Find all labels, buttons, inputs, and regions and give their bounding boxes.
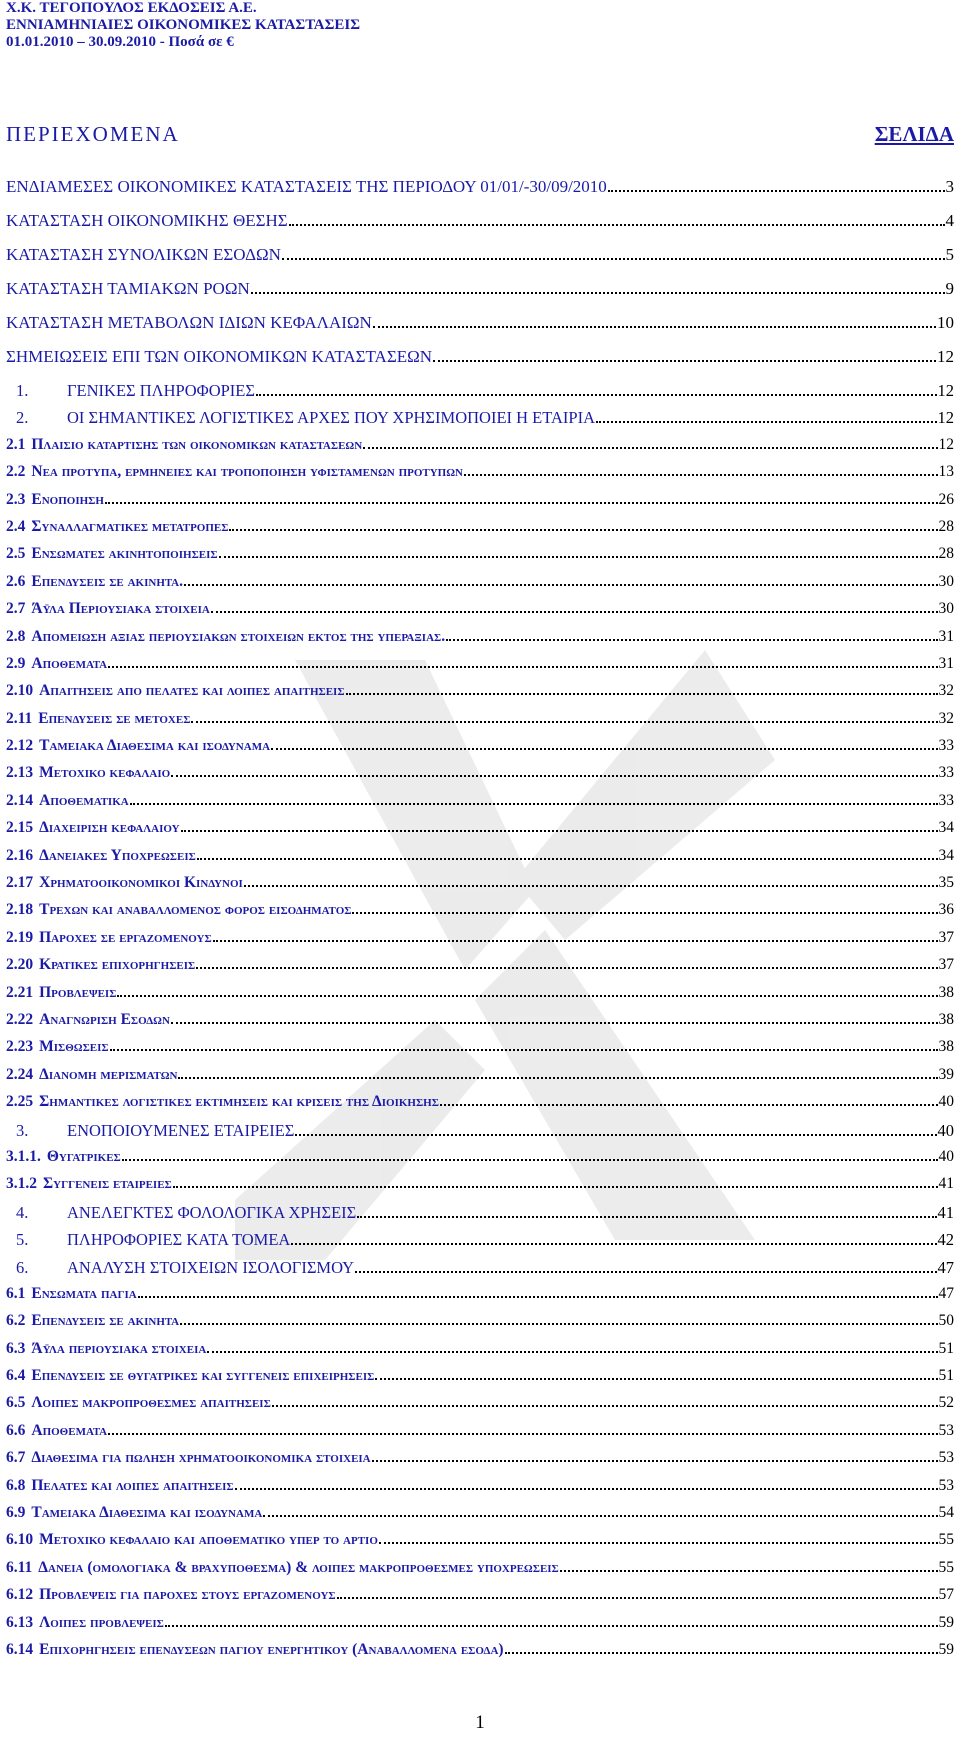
toc-entry-page: 28 bbox=[938, 545, 954, 563]
toc-entry[interactable] bbox=[6, 737, 954, 764]
toc-entry-number: 2.13 bbox=[6, 764, 34, 782]
toc-entry-page: 3 bbox=[945, 177, 954, 196]
toc-entry-title: Λοιπες προβλεψεις bbox=[39, 1613, 164, 1631]
table-of-contents bbox=[6, 177, 954, 1668]
toc-entry[interactable] bbox=[6, 710, 954, 737]
toc-entry-title: Δανεια (ομολογιακα & βραχυποθεσμα) & λοιπες μακροπροθεσμες υποχρεωσεις bbox=[38, 1558, 559, 1576]
toc-entry-page: 41 bbox=[937, 1202, 954, 1222]
toc-entry-number: 2.3 bbox=[6, 490, 26, 508]
toc-entry-title: ΕΝΔΙΑΜΕΣΕΣ ΟΙΚΟΝΟΜΙΚΕΣ ΚΑΤΑΣΤΑΣΕΙΣ ΤΗΣ ΠΕΡΙΟΔΟΥ 01/01/-30/09/2010 bbox=[6, 177, 607, 196]
toc-entry-number: 6.11 bbox=[6, 1558, 33, 1576]
dot-leader bbox=[213, 940, 938, 942]
toc-entry-page: 55 bbox=[938, 1531, 954, 1549]
toc-entry[interactable] bbox=[6, 177, 954, 211]
toc-entry-number: 3.1.2 bbox=[6, 1175, 37, 1193]
toc-entry-number: 2.23 bbox=[6, 1038, 34, 1056]
toc-entry-number: 2.22 bbox=[6, 1010, 34, 1028]
toc-entry[interactable] bbox=[6, 1121, 954, 1148]
dot-leader bbox=[271, 748, 937, 750]
toc-entry-page: 54 bbox=[938, 1504, 954, 1522]
toc-entry-title: ΕΝΟΠΟΙΟΥΜΕΝΕΣ ΕΤΑΙΡΕΙΕΣ bbox=[67, 1120, 295, 1140]
dot-leader bbox=[130, 803, 938, 805]
dot-leader bbox=[191, 721, 937, 723]
toc-entry-page: 50 bbox=[938, 1312, 954, 1330]
toc-entry[interactable] bbox=[6, 1586, 954, 1613]
toc-title: ΠΕΡΙΕΧΟΜΕΝΑ bbox=[6, 122, 180, 146]
toc-entry[interactable] bbox=[6, 573, 954, 600]
toc-entry-title: Παροχες σε εργαζομενους bbox=[39, 928, 212, 946]
toc-entry-page: 34 bbox=[938, 846, 954, 864]
toc-entry-page: 40 bbox=[937, 1120, 954, 1140]
toc-entry-page: 12 bbox=[937, 347, 954, 366]
toc-entry-number: 2.17 bbox=[6, 874, 34, 892]
toc-entry-title: ΟΙ ΣΗΜΑΝΤΙΚΕΣ ΛΟΓΙΣΤΙΚΕΣ ΑΡΧΕΣ ΠΟΥ ΧΡΗΣΙΜΟΠΟΙΕΙ Η ΕΤΑΙΡΙΑ bbox=[67, 408, 596, 428]
toc-entry[interactable] bbox=[6, 1011, 954, 1038]
toc-entry-title: ΚΑΤΑΣΤΑΣΗ ΜΕΤΑΒΟΛΩΝ ΙΔΙΩΝ ΚΕΦΑΛΑΙΩΝ bbox=[6, 313, 372, 332]
toc-entry[interactable] bbox=[6, 1614, 954, 1641]
toc-entry-title: Συναλλαγματικες μετατροπες bbox=[31, 517, 229, 535]
dot-leader bbox=[346, 693, 938, 695]
toc-entry-number: 3. bbox=[16, 1120, 29, 1140]
toc-entry-title: Επιχορηγησεις επενδυσεων παγιου ενεργητικου (Αναβαλλομενα εσοδα) bbox=[39, 1640, 504, 1658]
dot-leader bbox=[165, 1625, 938, 1627]
toc-entry-number: 2.21 bbox=[6, 983, 34, 1001]
company-name: Χ.Κ. ΤΕΓΟΠΟΥΛΟΣ ΕΚΔΟΣΕΙΣ Α.Ε. bbox=[6, 0, 257, 16]
dot-leader bbox=[372, 1460, 938, 1462]
toc-entry[interactable] bbox=[6, 600, 954, 627]
toc-entry[interactable] bbox=[6, 628, 954, 655]
toc-entry-title: Διαθεσιμα για πωληση χρηματοοικονομικα στοιχεια bbox=[31, 1449, 371, 1467]
dot-leader bbox=[181, 830, 938, 832]
dot-leader bbox=[596, 421, 936, 423]
toc-entry[interactable] bbox=[6, 1230, 954, 1257]
dot-leader bbox=[196, 967, 937, 969]
toc-entry-page: 47 bbox=[938, 1284, 954, 1302]
toc-entry-page: 33 bbox=[938, 791, 954, 809]
toc-entry[interactable] bbox=[6, 313, 954, 347]
toc-entry-number: 6.12 bbox=[6, 1586, 34, 1604]
dot-leader bbox=[235, 1488, 938, 1490]
dot-leader bbox=[505, 1652, 938, 1654]
toc-entry-number: 6.10 bbox=[6, 1531, 34, 1549]
toc-entry-page: 30 bbox=[938, 572, 954, 590]
toc-entry-title: Λοιπες μακροπροθεσμες απαιτησεις bbox=[31, 1394, 271, 1412]
toc-entry-number: 2.15 bbox=[6, 819, 34, 837]
toc-entry-number: 6.1 bbox=[6, 1284, 26, 1302]
toc-entry[interactable] bbox=[6, 792, 954, 819]
toc-entry-title: Συγγενεις εταιρειες bbox=[43, 1175, 172, 1193]
toc-entry-page: 5 bbox=[945, 245, 954, 264]
toc-entry-page: 28 bbox=[938, 517, 954, 535]
toc-entry-number: 6.2 bbox=[6, 1312, 26, 1330]
toc-entry-number: 2.10 bbox=[6, 682, 34, 700]
toc-entry-number: 4. bbox=[16, 1202, 29, 1222]
toc-entry[interactable] bbox=[6, 984, 954, 1011]
toc-entry-page: 9 bbox=[945, 279, 954, 298]
toc-entry-number: 2.5 bbox=[6, 545, 26, 563]
dot-leader bbox=[244, 885, 938, 887]
toc-entry[interactable] bbox=[6, 1148, 954, 1175]
dot-leader bbox=[357, 1216, 936, 1218]
toc-entry[interactable] bbox=[6, 1449, 954, 1476]
toc-entry-number: 2.14 bbox=[6, 791, 34, 809]
toc-entry[interactable] bbox=[6, 545, 954, 572]
toc-entry-page: 52 bbox=[938, 1394, 954, 1412]
toc-entry-title: Μετοχικο κεφαλαιο bbox=[39, 764, 171, 782]
toc-entry-number: 6.9 bbox=[6, 1504, 26, 1522]
toc-entry-number: 6.7 bbox=[6, 1449, 26, 1467]
toc-entry[interactable] bbox=[6, 1559, 954, 1586]
toc-entry-page: 33 bbox=[938, 764, 954, 782]
toc-entry-page: 41 bbox=[938, 1175, 954, 1193]
toc-entry[interactable] bbox=[6, 1394, 954, 1421]
toc-entry-title: ΚΑΤΑΣΤΑΣΗ ΟΙΚΟΝΟΜΙΚΗΣ ΘΕΣΗΣ bbox=[6, 211, 288, 230]
dot-leader bbox=[184, 584, 938, 586]
page-number: 1 bbox=[475, 1712, 485, 1733]
toc-entry-title: Διανομη μερισματων bbox=[39, 1065, 178, 1083]
toc-entry[interactable] bbox=[6, 1093, 954, 1120]
toc-entry[interactable] bbox=[6, 682, 954, 709]
dot-leader bbox=[171, 775, 937, 777]
dot-leader bbox=[355, 1271, 936, 1273]
toc-entry-title: Τρεχων και αναβαλλομενος φορος εισοδηματος bbox=[39, 901, 352, 919]
toc-entry-number: 5. bbox=[16, 1230, 29, 1250]
dot-leader bbox=[464, 474, 938, 476]
toc-entry-page: 51 bbox=[938, 1339, 954, 1357]
toc-entry-page: 53 bbox=[938, 1421, 954, 1439]
toc-entry[interactable] bbox=[6, 347, 954, 381]
dot-leader bbox=[173, 1186, 938, 1188]
toc-entry-page: 51 bbox=[938, 1367, 954, 1385]
dot-leader bbox=[251, 292, 945, 294]
toc-entry-number: 2.16 bbox=[6, 846, 34, 864]
toc-entry-title: Δανειακες Υποχρεωσεις bbox=[39, 846, 196, 864]
toc-entry[interactable] bbox=[6, 491, 954, 518]
toc-entry-title: Ενσωματες ακινητοποιησεις bbox=[31, 545, 218, 563]
dot-leader bbox=[197, 858, 938, 860]
toc-entry-title: Ταμειακα Διαθεσιμα και ισοδυναμα bbox=[31, 1504, 263, 1522]
toc-entry-title: Νεα προτυπα, ερμηνειες και τροποποιηση υφισταμενων προτυπων bbox=[31, 463, 463, 481]
toc-entry-number: 6.6 bbox=[6, 1421, 26, 1439]
toc-entry-title: Μετοχικο κεφαλαιο και αποθεματικο υπερ το αρτιο bbox=[39, 1531, 378, 1549]
toc-entry[interactable] bbox=[6, 764, 954, 791]
toc-entry-title: ΓΕΝΙΚΕΣ ΠΛΗΡΟΦΟΡΙΕΣ bbox=[67, 381, 255, 400]
toc-entry[interactable] bbox=[6, 1312, 954, 1339]
dot-leader bbox=[446, 639, 937, 641]
toc-entry[interactable] bbox=[6, 1504, 954, 1531]
toc-entry-page: 32 bbox=[938, 682, 954, 700]
toc-entry-number: 6.14 bbox=[6, 1640, 34, 1658]
toc-entry-title: ΣΗΜΕΙΩΣΕΙΣ ΕΠΙ ΤΩΝ ΟΙΚΟΝΟΜΙΚΩΝ ΚΑΤΑΣΤΑΣΕΩΝ bbox=[6, 347, 433, 366]
dot-leader bbox=[282, 258, 945, 260]
toc-entry-page: 55 bbox=[938, 1558, 954, 1576]
toc-entry-title: Χρηματοοικονομικοι Κινδυνοι bbox=[39, 874, 243, 892]
toc-entry-page: 53 bbox=[938, 1449, 954, 1467]
dot-leader bbox=[560, 1570, 938, 1572]
toc-entry-page: 12 bbox=[937, 381, 954, 400]
toc-entry-page: 40 bbox=[938, 1093, 954, 1111]
toc-entry-page: 35 bbox=[938, 874, 954, 892]
toc-entry-title: Απαιτησεις απο πελατες και λοιπες απαιτησεις bbox=[39, 682, 345, 700]
toc-entry-title: Θυγατρικες bbox=[46, 1147, 121, 1165]
toc-entry-number: 2.4 bbox=[6, 517, 26, 535]
toc-entry[interactable] bbox=[6, 1477, 954, 1504]
toc-entry[interactable] bbox=[6, 956, 954, 983]
document-header bbox=[6, 0, 360, 51]
toc-entry-title: ΠΛΗΡΟΦΟΡΙΕΣ ΚΑΤΑ ΤΟΜΕΑ bbox=[67, 1230, 291, 1250]
dot-leader bbox=[105, 502, 938, 504]
toc-entry-page: 36 bbox=[938, 901, 954, 919]
toc-entry-page: 59 bbox=[938, 1640, 954, 1658]
dot-leader bbox=[272, 1405, 938, 1407]
toc-entry-title: Πλαισιο καταρτισης των οικονομικων καταστασεων bbox=[31, 435, 363, 453]
dot-leader bbox=[373, 326, 936, 328]
toc-entry-page: 33 bbox=[938, 737, 954, 755]
toc-entry-number: 2. bbox=[16, 408, 29, 428]
toc-entry-title: Απομειωση αξιας περιουσιακων στοιχειων εκτος της υπεραξιας. bbox=[31, 627, 446, 645]
toc-entry[interactable] bbox=[6, 381, 954, 408]
toc-entry-number: 2.20 bbox=[6, 956, 34, 974]
toc-entry[interactable] bbox=[6, 1175, 954, 1202]
toc-entry[interactable] bbox=[6, 279, 954, 313]
toc-entry-page: 38 bbox=[938, 1038, 954, 1056]
toc-entry-title: Επενδυσεις σε θυγατρικες και συγγενεις επιχειρησεις bbox=[31, 1367, 375, 1385]
toc-entry-number: 2.12 bbox=[6, 737, 34, 755]
toc-entry-page: 4 bbox=[945, 211, 954, 230]
dot-leader bbox=[229, 529, 937, 531]
toc-entry[interactable] bbox=[6, 1203, 954, 1230]
toc-entry[interactable] bbox=[6, 1038, 954, 1065]
dot-leader bbox=[219, 556, 938, 558]
toc-entry[interactable] bbox=[6, 655, 954, 682]
toc-entry-number: 2.18 bbox=[6, 901, 34, 919]
dot-leader bbox=[379, 1542, 938, 1544]
toc-entry-title: Κρατικες επιχορηγησεις bbox=[39, 956, 196, 974]
toc-entry-title: Αποθεματα bbox=[31, 1421, 108, 1439]
toc-entry[interactable] bbox=[6, 819, 954, 846]
toc-entry-number: 2.6 bbox=[6, 572, 26, 590]
toc-entry-page: 57 bbox=[938, 1586, 954, 1604]
toc-entry[interactable] bbox=[6, 1258, 954, 1285]
dot-leader bbox=[256, 394, 937, 396]
toc-entry-title: Άϋλα περιουσιακα στοιχεια bbox=[31, 1339, 207, 1357]
toc-entry-page: 40 bbox=[938, 1147, 954, 1165]
toc-entry-number: 1. bbox=[16, 381, 29, 400]
toc-entry-page: 53 bbox=[938, 1476, 954, 1494]
toc-entry-page: 26 bbox=[938, 490, 954, 508]
toc-entry-number: 6.8 bbox=[6, 1476, 26, 1494]
toc-entry[interactable] bbox=[6, 245, 954, 279]
toc-heading-row bbox=[6, 122, 954, 152]
toc-entry-title: Ενοποιηση bbox=[31, 490, 104, 508]
toc-entry-title: Προβλεψεις bbox=[39, 983, 117, 1001]
toc-entry[interactable] bbox=[6, 1066, 954, 1093]
toc-entry-number: 2.11 bbox=[6, 709, 33, 727]
toc-entry-page: 39 bbox=[938, 1065, 954, 1083]
dot-leader bbox=[363, 447, 937, 449]
toc-entry-number: 2.19 bbox=[6, 928, 34, 946]
toc-entry-number: 6.5 bbox=[6, 1394, 26, 1412]
toc-entry-title: ΑΝΕΛΕΓΚΤΕΣ ΦΟΛΟΛΟΓΙΚΑ ΧΡΗΣΕΙΣ bbox=[67, 1202, 357, 1222]
toc-entry[interactable] bbox=[6, 901, 954, 928]
dot-leader bbox=[110, 1049, 938, 1051]
dot-leader bbox=[178, 1077, 937, 1079]
toc-entry[interactable] bbox=[6, 929, 954, 956]
toc-entry[interactable] bbox=[6, 847, 954, 874]
dot-leader bbox=[211, 611, 938, 613]
toc-entry-number: 2.2 bbox=[6, 463, 26, 481]
page-column-title: ΣΕΛΙΔΑ bbox=[874, 122, 954, 146]
dot-leader bbox=[263, 1515, 937, 1517]
toc-entry-title: Μισθωσεις bbox=[39, 1038, 109, 1056]
toc-entry-title: Αποθεματικα bbox=[39, 791, 129, 809]
toc-entry-page: 37 bbox=[938, 928, 954, 946]
toc-entry-number: 6.13 bbox=[6, 1613, 34, 1631]
dot-leader bbox=[108, 666, 937, 668]
toc-entry-page: 59 bbox=[938, 1613, 954, 1631]
dot-leader bbox=[138, 1296, 938, 1298]
dot-leader bbox=[171, 1022, 938, 1024]
toc-entry-number: 6.3 bbox=[6, 1339, 26, 1357]
toc-entry-title: Άϋλα Περιουσιακα στοιχεια bbox=[31, 600, 210, 618]
dot-leader bbox=[117, 995, 937, 997]
toc-entry-page: 12 bbox=[938, 435, 954, 453]
toc-entry-number: 3.1.1. bbox=[6, 1147, 41, 1165]
toc-entry-page: 37 bbox=[938, 956, 954, 974]
toc-entry-number: 2.8 bbox=[6, 627, 26, 645]
dot-leader bbox=[122, 1159, 938, 1161]
toc-entry[interactable] bbox=[6, 1367, 954, 1394]
dot-leader bbox=[295, 1134, 936, 1136]
toc-entry-page: 31 bbox=[938, 627, 954, 645]
report-title: ΕΝΝΙΑΜΗΝΙΑΙΕΣ ΟΙΚΟΝΟΜΙΚΕΣ ΚΑΤΑΣΤΑΣΕΙΣ bbox=[6, 17, 361, 33]
toc-entry[interactable] bbox=[6, 436, 954, 463]
dot-leader bbox=[608, 190, 945, 192]
dot-leader bbox=[108, 1433, 937, 1435]
toc-entry-title: ΑΝΑΛΥΣΗ ΣΤΟΙΧΕΙΩΝ ΙΣΟΛΟΓΙΣΜΟΥ bbox=[67, 1257, 355, 1277]
toc-entry[interactable] bbox=[6, 463, 954, 490]
toc-entry[interactable] bbox=[6, 408, 954, 435]
toc-entry-page: 10 bbox=[937, 313, 954, 332]
toc-entry-title: Ταμειακα Διαθεσιμα και ισοδυναμα bbox=[39, 737, 271, 755]
toc-entry-number: 2.25 bbox=[6, 1093, 34, 1111]
dot-leader bbox=[375, 1378, 937, 1380]
toc-entry-number: 2.24 bbox=[6, 1065, 34, 1083]
toc-entry-title: ΚΑΤΑΣΤΑΣΗ ΤΑΜΙΑΚΩΝ ΡΟΩΝ bbox=[6, 279, 250, 298]
dot-leader bbox=[433, 360, 936, 362]
toc-entry[interactable] bbox=[6, 1422, 954, 1449]
toc-entry-page: 38 bbox=[938, 1010, 954, 1028]
toc-entry-page: 30 bbox=[938, 600, 954, 618]
toc-entry-number: 2.7 bbox=[6, 600, 26, 618]
toc-entry-page: 32 bbox=[938, 709, 954, 727]
dot-leader bbox=[289, 224, 945, 226]
toc-entry-title: Προβλεψεις για παροχες στους εργαζομενους bbox=[39, 1586, 336, 1604]
toc-entry[interactable] bbox=[6, 518, 954, 545]
dot-leader bbox=[352, 912, 937, 914]
toc-entry[interactable] bbox=[6, 1531, 954, 1558]
toc-entry-title: ΚΑΤΑΣΤΑΣΗ ΣΥΝΟΛΙΚΩΝ ΕΣΟΔΩΝ bbox=[6, 245, 281, 264]
toc-entry-title: Αποθεματα bbox=[31, 654, 108, 672]
toc-entry[interactable] bbox=[6, 1340, 954, 1367]
toc-entry-page: 34 bbox=[938, 819, 954, 837]
toc-entry-title: Επενδυσεις σε ακινητα. bbox=[31, 572, 183, 590]
toc-entry-page: 13 bbox=[938, 463, 954, 481]
report-period: 01.01.2010 – 30.09.2010 - Ποσά σε € bbox=[6, 34, 234, 50]
toc-entry-title: Επενδυσεις σε μετοχες bbox=[38, 709, 191, 727]
toc-entry-number: 2.9 bbox=[6, 654, 26, 672]
toc-entry-number: 6.4 bbox=[6, 1367, 26, 1385]
toc-entry-title: Αναγνωριση Εσοδων bbox=[39, 1010, 170, 1028]
toc-entry-page: 31 bbox=[938, 654, 954, 672]
toc-entry-page: 38 bbox=[938, 983, 954, 1001]
toc-entry-title: Σημαντικες λογιστικες εκτιμησεις και κρισεις της Διοικησης bbox=[39, 1093, 439, 1111]
toc-entry-number: 6. bbox=[16, 1257, 29, 1277]
toc-entry[interactable] bbox=[6, 1641, 954, 1668]
dot-leader bbox=[291, 1243, 936, 1245]
toc-entry-title: Πελατες και λοιπες απαιτησεις bbox=[31, 1476, 234, 1494]
toc-entry[interactable] bbox=[6, 1285, 954, 1312]
toc-entry-page: 47 bbox=[937, 1257, 954, 1277]
toc-entry[interactable] bbox=[6, 211, 954, 245]
dot-leader bbox=[207, 1351, 937, 1353]
toc-entry[interactable] bbox=[6, 874, 954, 901]
toc-entry-page: 42 bbox=[937, 1230, 954, 1250]
toc-entry-number: 2.1 bbox=[6, 435, 26, 453]
dot-leader bbox=[180, 1323, 937, 1325]
dot-leader bbox=[337, 1597, 938, 1599]
toc-entry-title: Επενδυσεις σε ακινητα bbox=[31, 1312, 180, 1330]
toc-entry-title: Ενσωματα παγια bbox=[31, 1284, 137, 1302]
toc-entry-page: 12 bbox=[937, 408, 954, 428]
toc-entry-title: Διαχειριση κεφαλαιου bbox=[39, 819, 180, 837]
dot-leader bbox=[440, 1104, 938, 1106]
